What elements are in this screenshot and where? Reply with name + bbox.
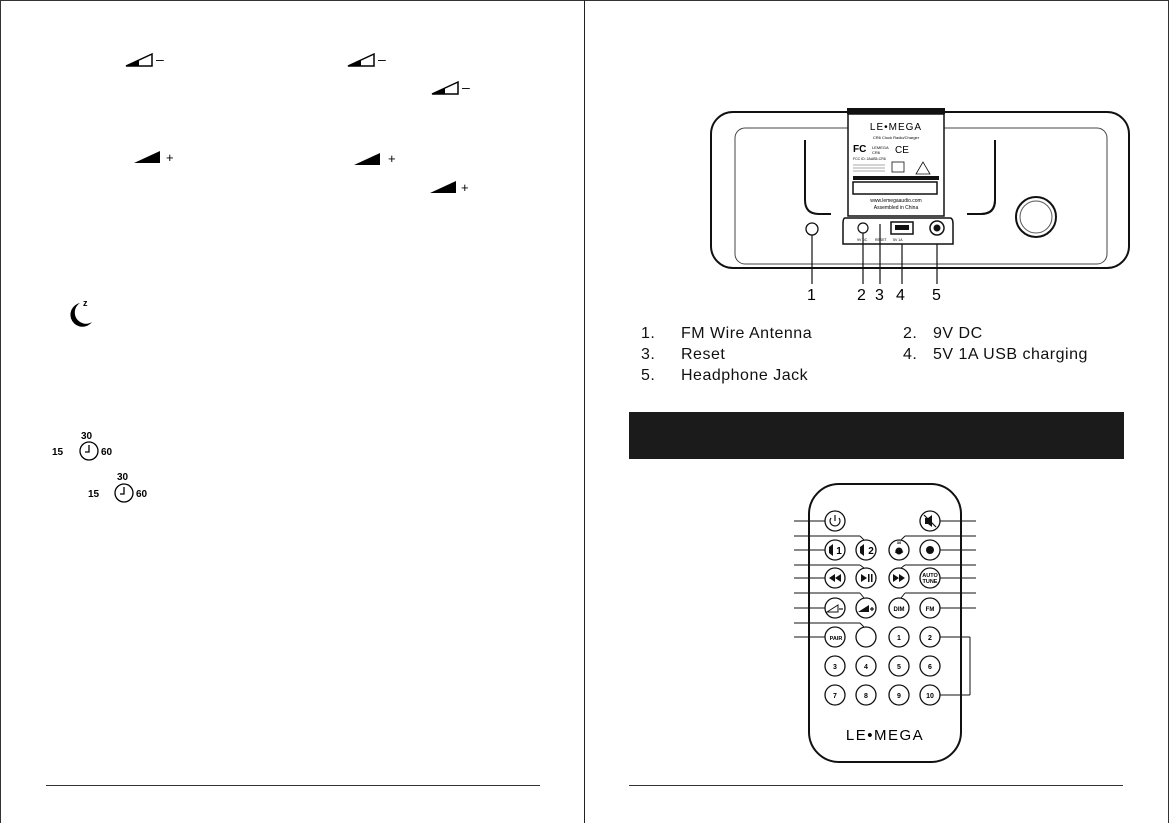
number-button [920, 656, 940, 676]
legend-item-4: 4. 5V 1A USB charging [903, 346, 1088, 363]
legend-item-5: 5. Headphone Jack [641, 367, 809, 384]
svg-text:4: 4 [864, 664, 868, 671]
svg-text:3: 3 [833, 664, 837, 671]
svg-text:–: – [156, 51, 164, 67]
left-page [0, 0, 584, 823]
callout-1: 1 [807, 287, 816, 304]
legend-item-1: 1. FM Wire Antenna [641, 325, 813, 342]
svg-text:RESET: RESET [875, 238, 887, 242]
svg-text:9V DC: 9V DC [857, 238, 868, 242]
timer-icon [52, 431, 113, 460]
svg-text:+: + [461, 180, 469, 195]
svg-text:CR6: CR6 [872, 150, 881, 155]
sleep-moon-icon [70, 298, 92, 327]
volume-up-icon [354, 151, 396, 166]
autotune-button [920, 568, 940, 588]
volume-up-icon [134, 150, 174, 165]
callout-4: 4 [896, 287, 905, 304]
svg-text:TUNE: TUNE [922, 579, 938, 585]
next-button-icon [889, 568, 909, 588]
mute-button-icon [920, 511, 940, 531]
alarm1-button [825, 540, 845, 560]
left-page-icons [0, 0, 584, 823]
svg-text:5V 1A: 5V 1A [893, 238, 903, 242]
alarm2-button [856, 540, 876, 560]
svg-text:FCC ID: 2AAB5-CR6: FCC ID: 2AAB5-CR6 [853, 157, 886, 161]
svg-text:+: + [388, 151, 396, 166]
svg-text:LEMEGA: LEMEGA [872, 145, 889, 150]
svg-text:6: 6 [928, 664, 932, 671]
volume-down-icon [432, 79, 470, 95]
number-button [889, 656, 909, 676]
remote-control-illustration [780, 478, 990, 768]
number-button [920, 685, 940, 705]
previous-button-icon [825, 568, 845, 588]
remote-brand: LE•MEGA [845, 727, 925, 744]
svg-text:1: 1 [836, 546, 842, 557]
svg-text:15: 15 [88, 489, 100, 500]
left-footer-rule [46, 785, 540, 786]
svg-text:www.lemegaaudio.com: www.lemegaaudio.com [870, 198, 922, 204]
svg-text:+: + [166, 150, 174, 165]
dim-button [889, 598, 909, 618]
svg-text:8: 8 [864, 693, 868, 700]
svg-text:AUTO: AUTO [922, 573, 938, 579]
legend-item-2: 2. 9V DC [903, 325, 983, 342]
number-button [825, 656, 845, 676]
callout-2: 2 [857, 287, 866, 304]
volume-up-button-icon [856, 598, 876, 618]
svg-text:15: 15 [52, 447, 64, 458]
svg-text:CE: CE [895, 145, 909, 156]
timer-icon [88, 472, 148, 502]
power-button-icon [825, 511, 845, 531]
remote-right-callouts [901, 521, 976, 695]
svg-text:7: 7 [833, 693, 837, 700]
callout-3: 3 [875, 287, 884, 304]
svg-text:–: – [462, 79, 470, 95]
svg-text:2: 2 [868, 546, 874, 557]
svg-text:z: z [83, 298, 88, 308]
svg-text:FC: FC [853, 144, 867, 155]
volume-down-button-icon [825, 598, 845, 618]
sticker-brand: LE•MEGA [869, 122, 923, 133]
sleep-button-icon [856, 627, 876, 647]
remote-left-callouts [794, 521, 864, 637]
play-pause-button-icon [856, 568, 876, 588]
right-footer-rule [629, 785, 1123, 786]
svg-text:10: 10 [926, 693, 934, 700]
fm-button [920, 598, 940, 618]
svg-text:DIM: DIM [893, 607, 905, 613]
number-button [920, 627, 940, 647]
svg-text:2: 2 [928, 635, 932, 642]
svg-text:15 60: 15 60 [894, 550, 904, 554]
volume-up-icon [430, 180, 469, 195]
number-button [889, 627, 909, 647]
timer-button [889, 540, 909, 560]
svg-text:PAIR: PAIR [829, 636, 843, 642]
svg-text:5: 5 [897, 664, 901, 671]
svg-text:9: 9 [897, 693, 901, 700]
number-button [889, 685, 909, 705]
svg-text:30: 30 [81, 431, 93, 442]
svg-text:60: 60 [136, 489, 148, 500]
number-button [856, 656, 876, 676]
svg-text:CR6 Clock Radio/Charger: CR6 Clock Radio/Charger [872, 135, 920, 140]
volume-down-icon [348, 51, 386, 67]
info-button-icon [920, 540, 940, 560]
callout-5: 5 [932, 287, 941, 304]
svg-text:30: 30 [117, 472, 129, 483]
svg-text:–: – [378, 51, 386, 67]
legend-item-3: 3. Reset [641, 346, 726, 363]
svg-text:60: 60 [101, 447, 113, 458]
volume-down-icon [126, 51, 164, 67]
svg-text:1: 1 [897, 635, 901, 642]
number-button [856, 685, 876, 705]
number-button [825, 685, 845, 705]
svg-text:Assembled in China: Assembled in China [873, 205, 919, 211]
section-banner [629, 412, 1124, 459]
svg-text:FM: FM [925, 607, 935, 613]
pair-button [825, 627, 845, 647]
svg-text:30: 30 [896, 540, 902, 545]
